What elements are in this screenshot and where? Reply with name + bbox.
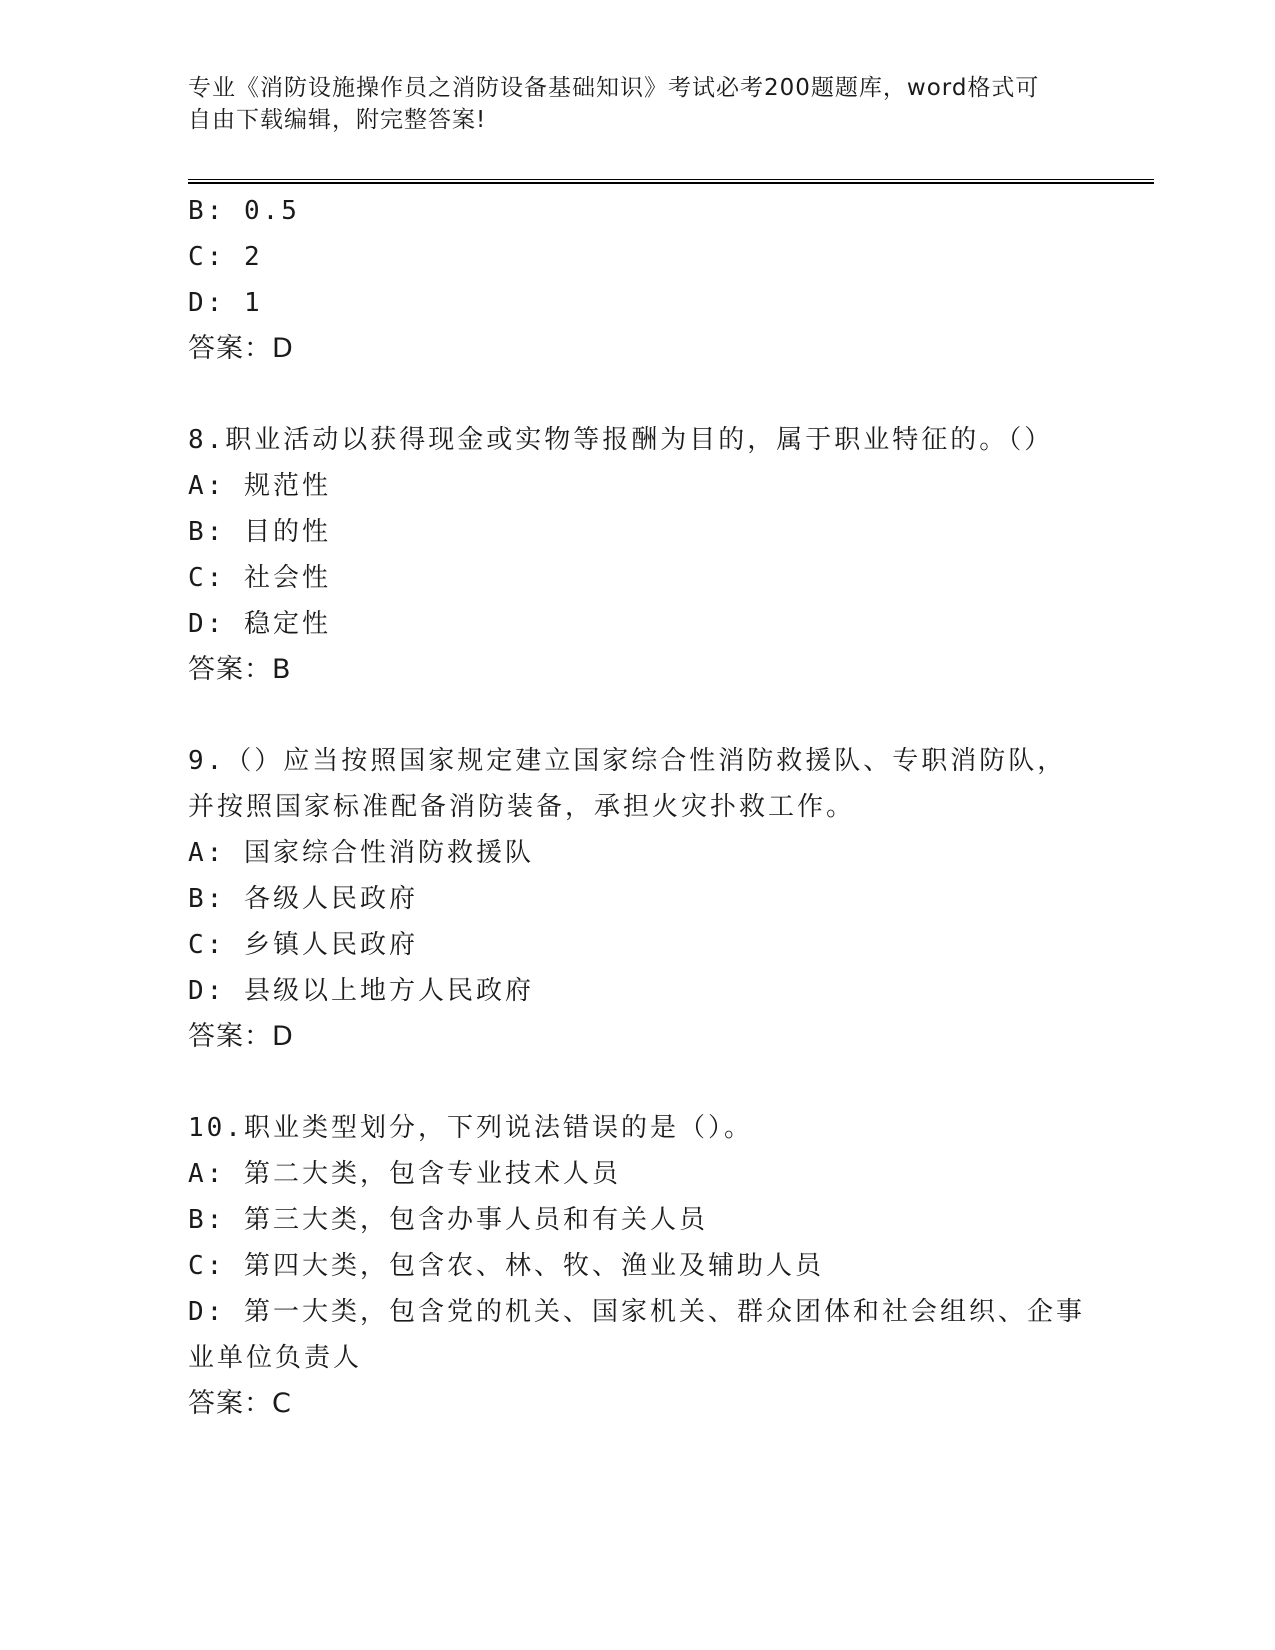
question-text: 10.职业类型划分，下列说法错误的是（）。 [188,1113,753,1143]
option-b: B: 第三大类，包含办事人员和有关人员 [188,1205,708,1235]
option-c: C: 社会性 [188,563,331,593]
option-d: D: 1 [188,288,263,318]
answer-line: 答案：B [188,654,292,685]
question-spacer [188,693,1088,738]
header-title-line-2: 自由下载编辑，附完整答案! [188,107,487,133]
option-b: B: 目的性 [188,517,331,547]
option-a: A: 规范性 [188,471,331,501]
option-d-continued: 业单位负责人 [188,1343,363,1373]
option-a: A: 第二大类，包含专业技术人员 [188,1159,621,1189]
answer-line: 答案：D [188,333,294,364]
question-text: 9.（）应当按照国家规定建立国家综合性消防救援队、专职消防队， [188,746,1067,776]
option-c: C: 乡镇人民政府 [188,930,418,960]
option-d: D: 稳定性 [188,609,331,639]
header-title-line-1: 专业《消防设施操作员之消防设备基础知识》考试必考200题题库，word格式可 [188,75,1040,101]
question-block-7 [188,188,1088,372]
question-text: 8.职业活动以获得现金或实物等报酬为目的，属于职业特征的。（） [188,425,1054,455]
question-block-9 [188,738,1088,1060]
option-d: D: 第一大类，包含党的机关、国家机关、群众团体和社会组织、企事 [188,1297,1085,1327]
header-divider-thin [188,179,1154,180]
question-text-continued: 并按照国家标准配备消防装备，承担火灾扑救工作。 [188,792,856,822]
option-a: A: 国家综合性消防救援队 [188,838,534,868]
option-c: C: 2 [188,242,263,272]
question-spacer [188,1060,1088,1105]
option-b: B: 各级人民政府 [188,884,418,914]
question-block-8 [188,417,1088,693]
answer-line: 答案：C [188,1388,292,1419]
answer-line: 答案：D [188,1021,294,1052]
question-list [188,188,1088,1427]
option-b: B: 0.5 [188,196,300,226]
document-header [188,72,1068,136]
question-block-10 [188,1105,1088,1427]
header-divider-thick [188,182,1154,184]
question-spacer [188,372,1088,417]
option-d: D: 县级以上地方人民政府 [188,976,534,1006]
option-c: C: 第四大类，包含农、林、牧、渔业及辅助人员 [188,1251,824,1281]
